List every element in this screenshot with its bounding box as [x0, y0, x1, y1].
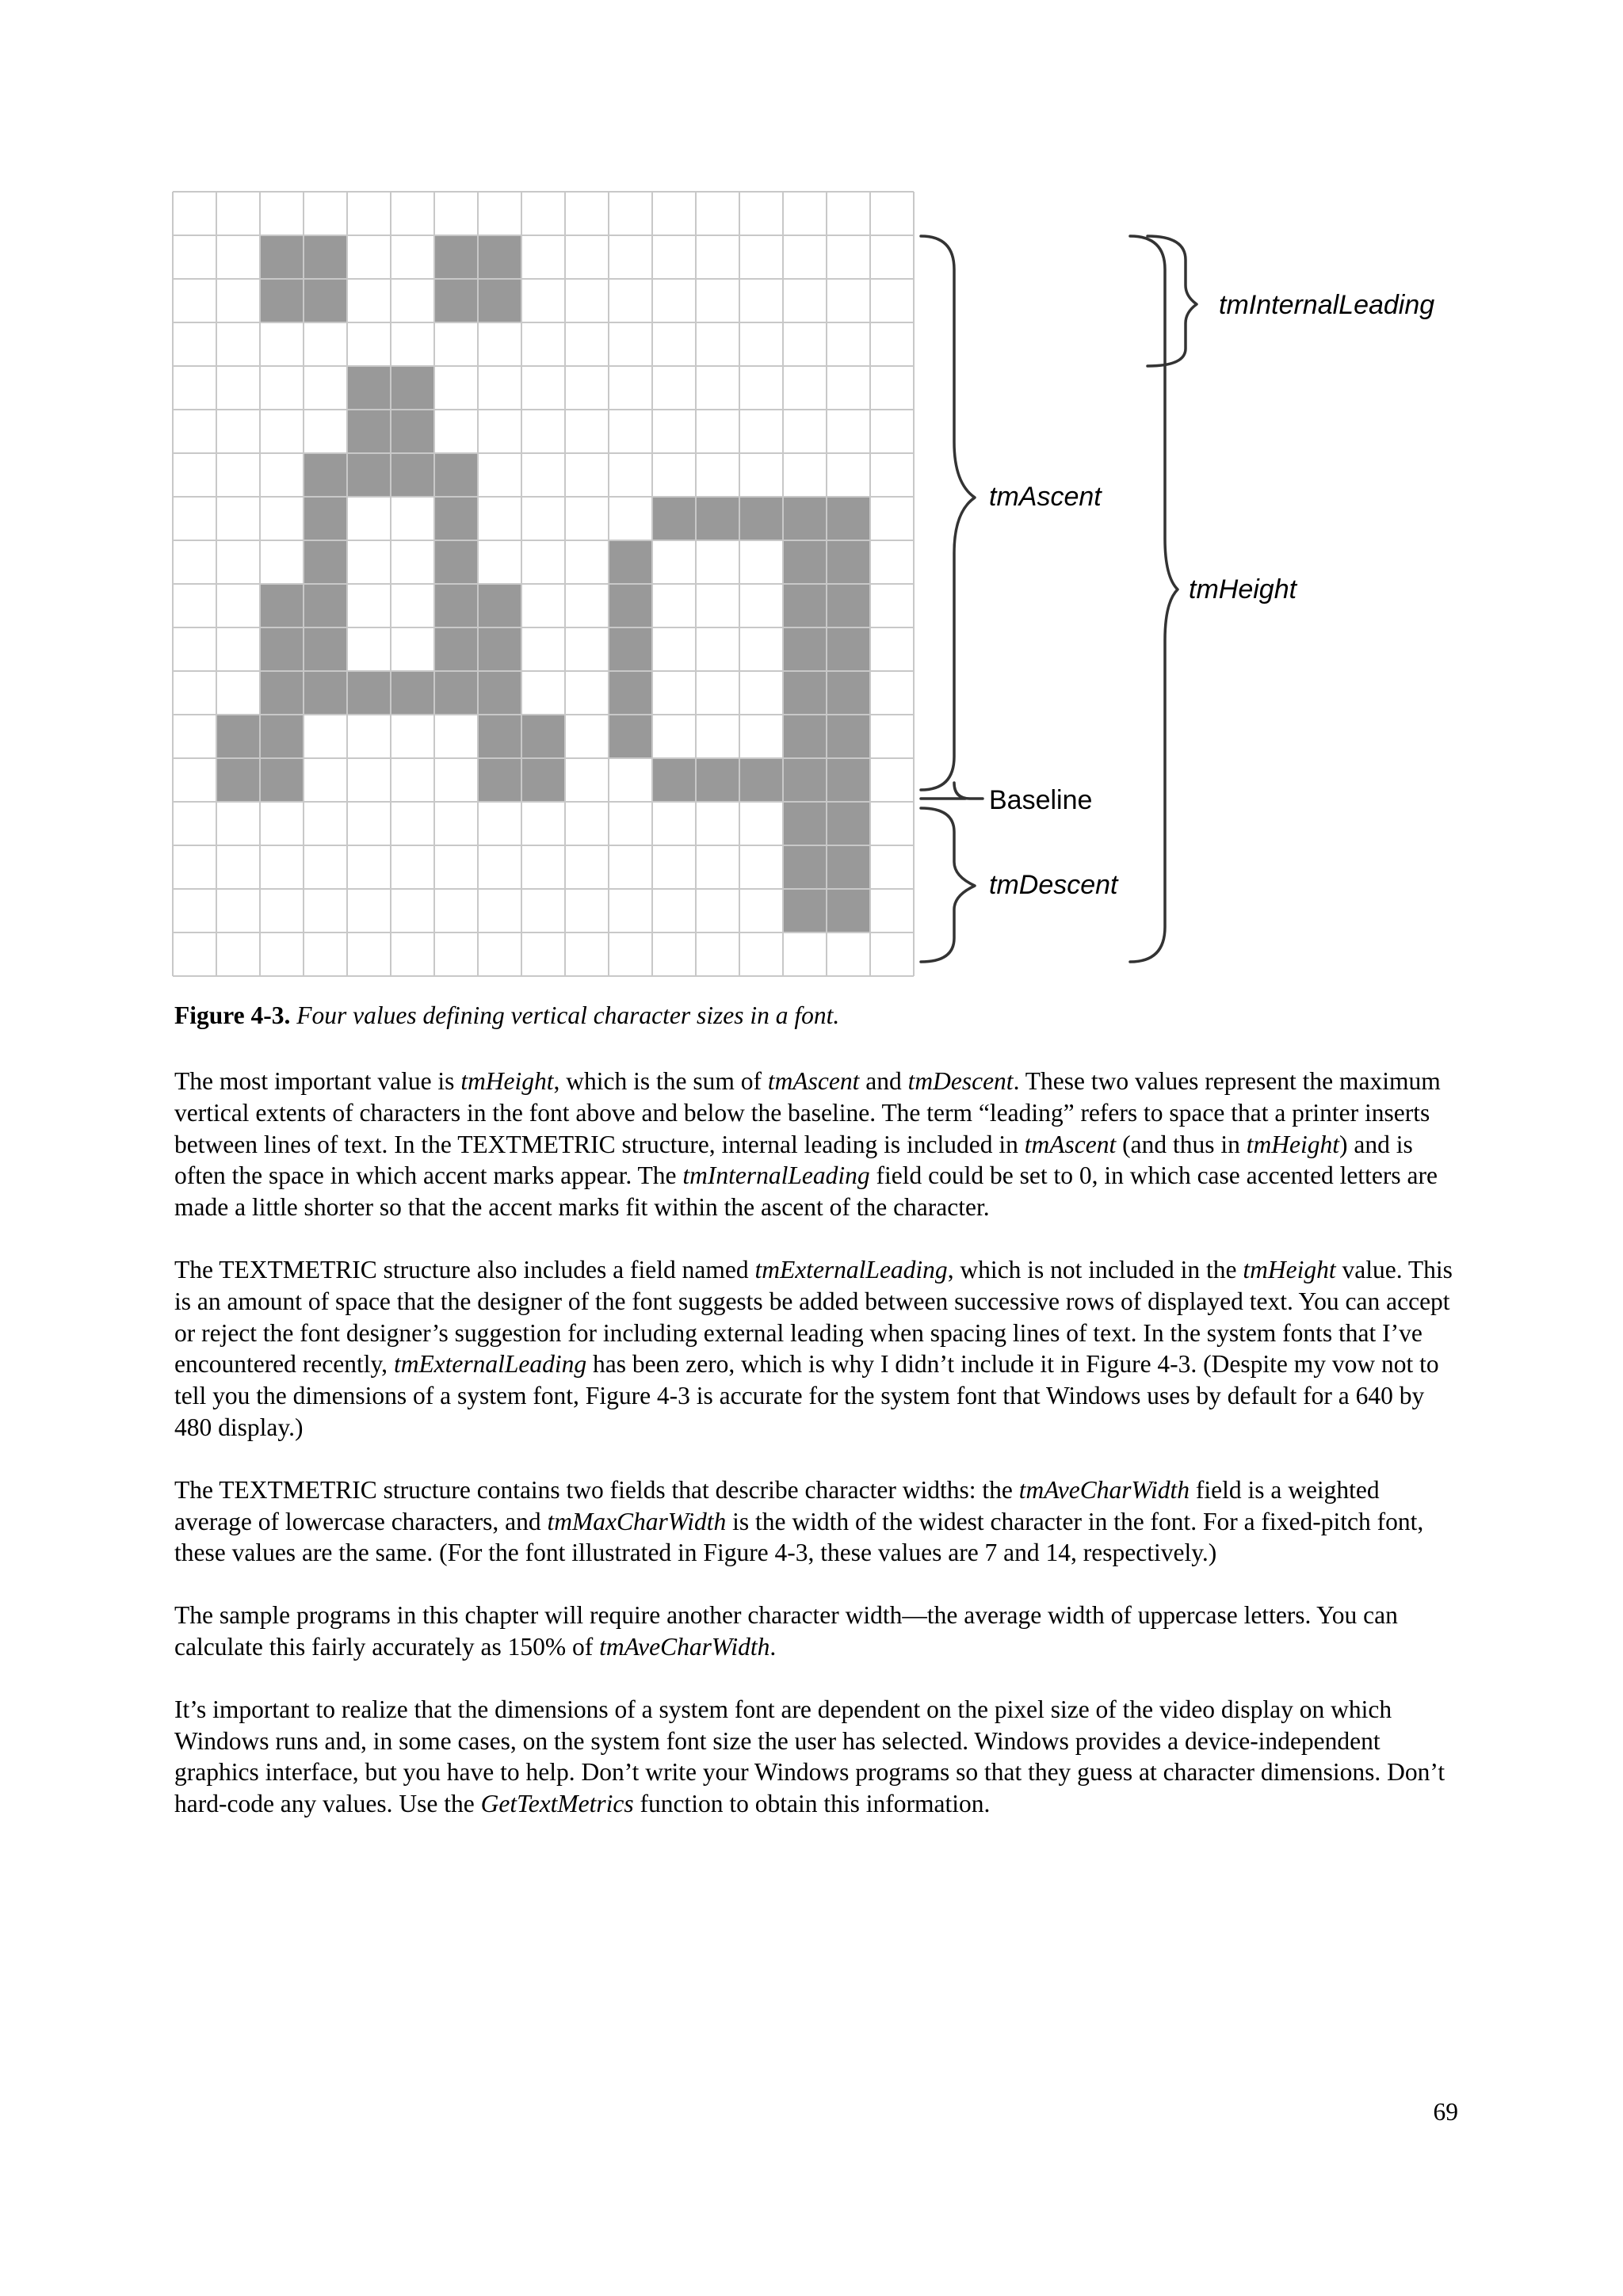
filled-pixel [434, 279, 478, 322]
filled-pixel [304, 497, 347, 540]
filled-pixel [434, 540, 478, 584]
filled-pixel [304, 584, 347, 627]
caption-text: Four values defining vertical character sizes in a font. [296, 1001, 840, 1029]
emphasis-term: tmExternalLeading [393, 1350, 587, 1379]
filled-pixel [260, 758, 304, 802]
filled-pixel [304, 235, 347, 279]
filled-pixel [434, 671, 478, 715]
filled-pixel [739, 497, 783, 540]
text-run: . These two values represent the maximum vertical extents of characters in the font above and below the baseline. The term “leading” refers to space that a printer inserts between lines of text. In the TEXTMETRIC structure, internal leading is included in [174, 1067, 1441, 1158]
body-text [174, 1066, 1458, 1851]
label-internal-leading: tmInternalLeading [1219, 290, 1435, 320]
filled-pixel [696, 758, 739, 802]
filled-pixel [652, 758, 696, 802]
emphasis-term: tmExternalLeading [754, 1255, 948, 1283]
filled-pixel [391, 410, 434, 453]
emphasis-term: tmHeight [1246, 1130, 1339, 1158]
emphasis-term: tmDescent [907, 1067, 1014, 1095]
internal-leading-brace [1148, 236, 1197, 366]
text-run: The TEXTMETRIC structure contains two fields that describe character widths: the [174, 1475, 1019, 1504]
emphasis-term: tmInternalLeading [682, 1161, 870, 1190]
filled-pixel [260, 715, 304, 758]
ascent-brace [921, 236, 975, 790]
filled-pixel [609, 715, 652, 758]
body-paragraph [174, 1600, 1458, 1663]
body-paragraph [174, 1066, 1458, 1223]
filled-pixel [260, 235, 304, 279]
filled-pixel [783, 540, 827, 584]
filled-pixel [783, 889, 827, 933]
emphasis-term: tmAveCharWidth [1018, 1475, 1190, 1504]
label-height: tmHeight [1189, 574, 1297, 605]
text-run: The sample programs in this chapter will require another character width—the average width of uppercase letters. You can calculate this fairly accurately as 150% of [174, 1601, 1398, 1661]
filled-pixel [783, 758, 827, 802]
filled-pixel [347, 410, 391, 453]
filled-pixel [391, 671, 434, 715]
text-run: , which is the sum of [553, 1067, 768, 1095]
emphasis-term: tmAscent [1024, 1130, 1117, 1158]
text-run: function to obtain this information. [633, 1790, 991, 1818]
filled-pixel [827, 497, 870, 540]
baseline-pointer [921, 783, 983, 799]
emphasis-term: tmMaxCharWidth [547, 1507, 727, 1535]
label-baseline: Baseline [989, 785, 1093, 815]
emphasis-term: tmAveCharWidth [599, 1632, 770, 1661]
descent-brace [921, 808, 975, 962]
text-run: The TEXTMETRIC structure also includes a field named [174, 1255, 755, 1283]
label-ascent: tmAscent [989, 482, 1102, 512]
filled-pixel [783, 715, 827, 758]
text-run: has been zero, which is why I didn’t include it in Figure 4-3. (Despite my vow not to tell you the dimensions of a system font, Figure 4-3 is accurate for the system font that Windows uses by default for a 640 by 480 display.) [174, 1350, 1439, 1441]
filled-pixel [216, 715, 260, 758]
text-run: field is a weighted average of lowercase characters, and [174, 1475, 1380, 1535]
filled-pixel [434, 453, 478, 497]
filled-pixel [260, 671, 304, 715]
filled-pixel [216, 758, 260, 802]
filled-pixel [304, 671, 347, 715]
body-paragraph [174, 1474, 1458, 1569]
filled-pixel [434, 584, 478, 627]
height-brace [1130, 236, 1178, 962]
text-run: . [769, 1632, 777, 1661]
font-metrics-diagram [171, 190, 1471, 990]
filled-pixel [609, 671, 652, 715]
filled-pixel [304, 279, 347, 322]
filled-pixel [478, 671, 521, 715]
filled-pixel [827, 671, 870, 715]
filled-pixel [304, 453, 347, 497]
filled-pixel [478, 715, 521, 758]
text-run: ) and is often the space in which accent marks appear. The [174, 1130, 1413, 1190]
filled-pixel [304, 627, 347, 671]
filled-pixel [478, 758, 521, 802]
emphasis-term: GetTextMetrics [480, 1790, 634, 1818]
filled-pixel [783, 845, 827, 889]
filled-pixel [260, 627, 304, 671]
body-paragraph [174, 1254, 1458, 1444]
emphasis-term: tmHeight [460, 1067, 554, 1095]
filled-pixel [260, 584, 304, 627]
filled-pixel [783, 584, 827, 627]
filled-pixel [391, 453, 434, 497]
filled-pixel [609, 627, 652, 671]
filled-pixel [478, 627, 521, 671]
filled-pixel [652, 497, 696, 540]
filled-pixel [304, 540, 347, 584]
font-metrics-figure [171, 190, 1471, 990]
emphasis-term: tmAscent [767, 1067, 860, 1095]
filled-pixel [521, 715, 565, 758]
text-run: It’s important to realize that the dimensions of a system font are dependent on the pixel size of the video display on which Windows runs and, in some cases, on the system font size the user has selected. Windows provides a device-independent graphics interface, but you have to help. Don’t write your Windows programs so that they guess at character dimensions. Don’t hard-code any values. Use the [174, 1695, 1445, 1818]
filled-pixel [827, 627, 870, 671]
filled-pixel [827, 758, 870, 802]
filled-pixel [260, 279, 304, 322]
text-run: (and thus in [1116, 1130, 1247, 1158]
filled-pixel [347, 453, 391, 497]
filled-pixel [434, 235, 478, 279]
filled-pixel [827, 584, 870, 627]
filled-pixel [739, 758, 783, 802]
filled-pixel [827, 889, 870, 933]
text-run: , which is not included in the [947, 1255, 1243, 1283]
emphasis-term: tmHeight [1243, 1255, 1336, 1283]
filled-pixel [478, 584, 521, 627]
filled-pixel [783, 497, 827, 540]
text-run: field could be set to 0, in which case accented letters are made a little shorter so that the accent marks fit within the ascent of the character. [174, 1161, 1438, 1222]
label-descent: tmDescent [989, 870, 1118, 900]
filled-pixel [609, 584, 652, 627]
filled-pixel [783, 802, 827, 845]
filled-pixel [827, 802, 870, 845]
filled-pixel [347, 366, 391, 410]
filled-pixel [783, 627, 827, 671]
filled-pixel [478, 279, 521, 322]
filled-pixel [827, 715, 870, 758]
filled-pixel [478, 235, 521, 279]
text-run: value. This is an amount of space that the designer of the font suggests be added between successive rows of displayed text. You can accept or reject the font designer’s suggestion for including external leading when spacing lines of text. In the system fonts that I’ve encountered recently, [174, 1255, 1453, 1379]
page-number: 69 [1433, 2098, 1458, 2126]
filled-pixel [827, 540, 870, 584]
body-paragraph [174, 1694, 1458, 1820]
text-run: is the width of the widest character in the font. For a fixed-pitch font, these values are the same. (For the font illustrated in Figure 4-3, these values are 7 and 14, respectively.) [174, 1507, 1424, 1567]
filled-pixel [391, 366, 434, 410]
text-run: The most important value is [174, 1067, 461, 1095]
filled-pixel [609, 540, 652, 584]
filled-pixel [783, 671, 827, 715]
figure-caption [174, 1000, 1458, 1032]
filled-pixel [827, 845, 870, 889]
filled-pixel [521, 758, 565, 802]
filled-pixel [347, 671, 391, 715]
text-run: and [859, 1067, 908, 1095]
filled-pixel [434, 497, 478, 540]
filled-pixel [434, 627, 478, 671]
caption-label: Figure 4-3. [174, 1001, 291, 1029]
filled-pixel [696, 497, 739, 540]
